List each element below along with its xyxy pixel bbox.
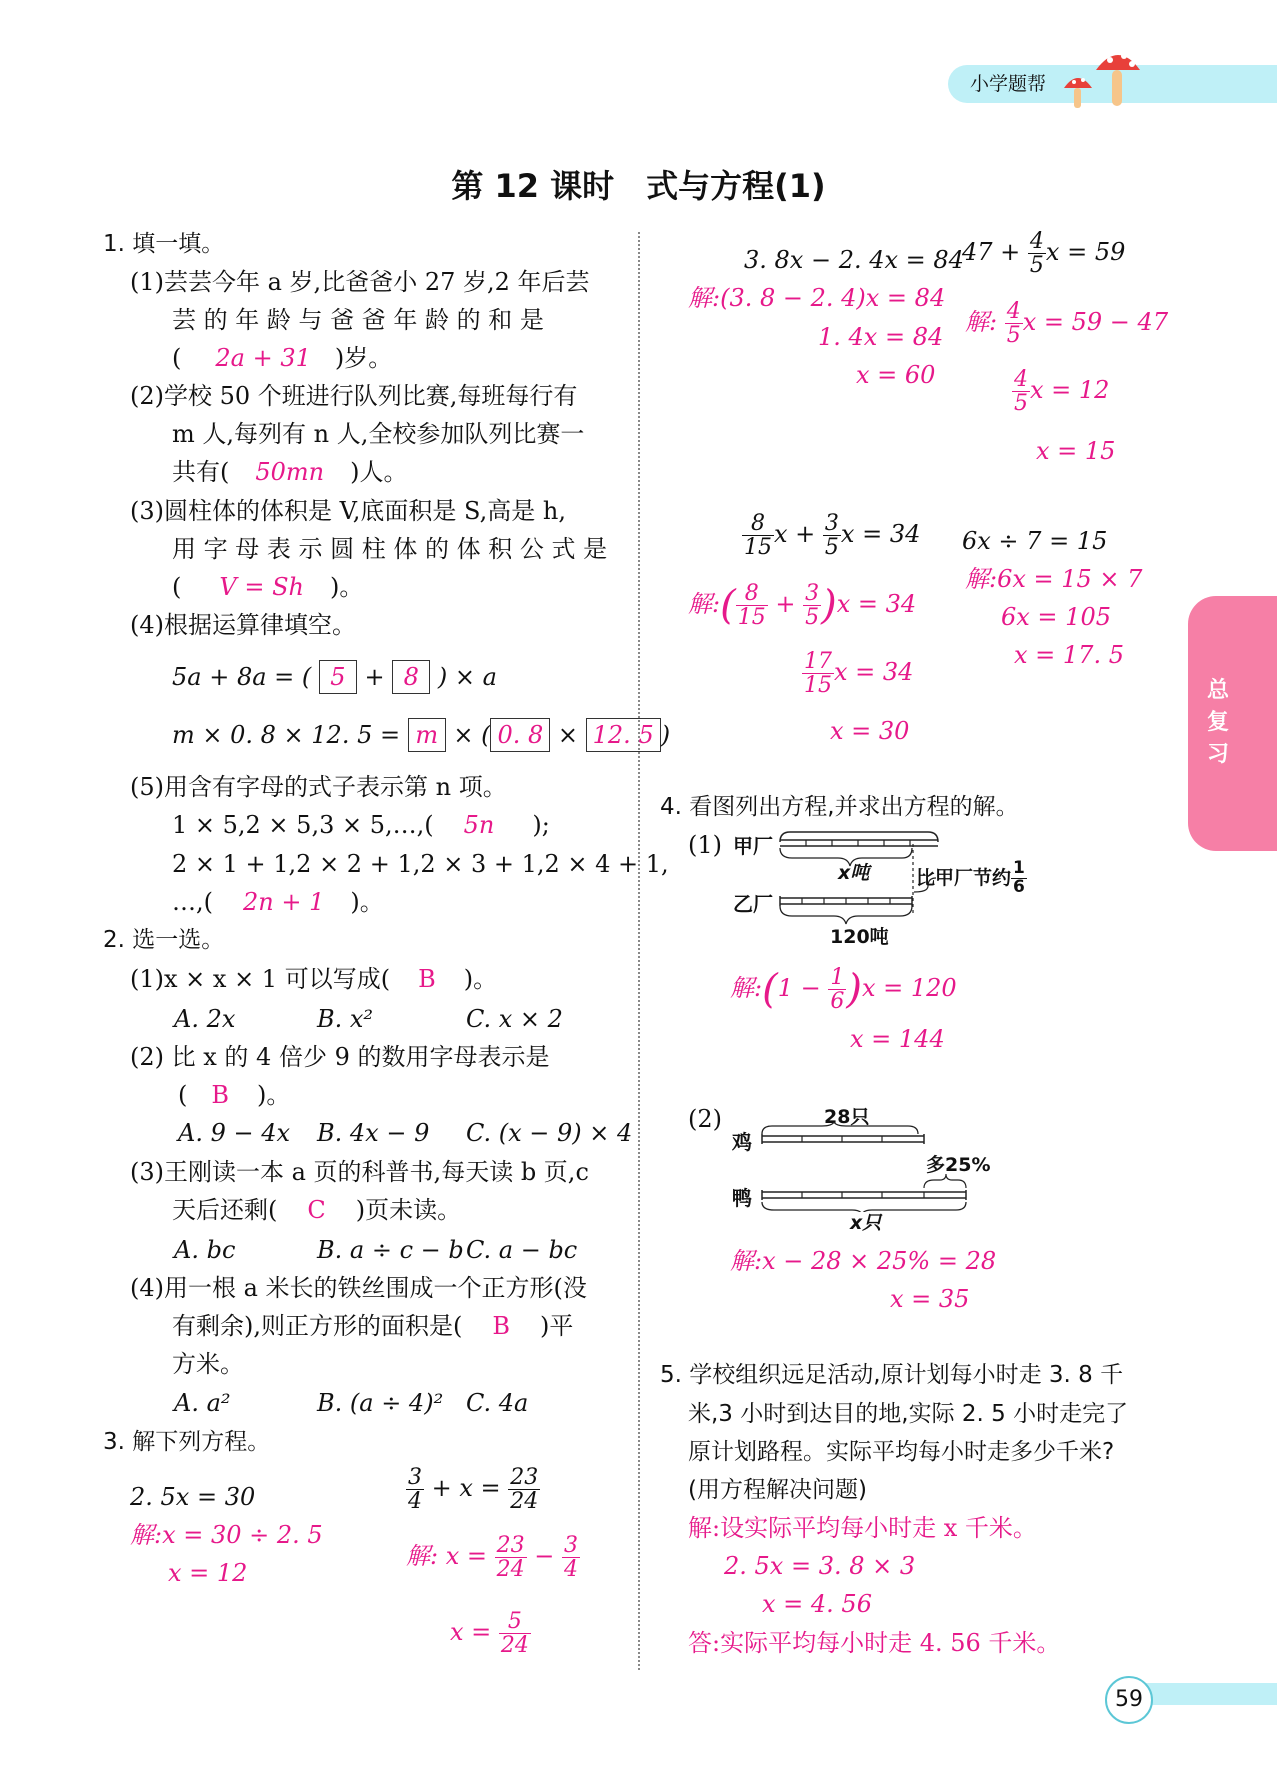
q1-p3-line3: ( V = Sh )。 xyxy=(172,573,364,601)
ya-label: 鸭 xyxy=(732,1186,752,1210)
eq6-step1: 解:6x = 15 × 7 xyxy=(965,565,1143,593)
q2-s3-opt-c: C. a − bc xyxy=(466,1236,578,1264)
q2-s2-line1: (2) 比 x 的 4 倍少 9 的数用字母表示是 xyxy=(130,1043,550,1071)
q4-s1-step1: 解:(1 − $\frac{1}{6}$ )x = 120 xyxy=(730,965,957,1015)
q2-s4-line3: 方米。 xyxy=(172,1350,244,1378)
ton-120-label: 120吨 xyxy=(830,926,889,948)
q2-s3-opt-a: A. bc xyxy=(174,1236,236,1264)
save-label: 比甲厂节约 $\frac{1}{6}$ xyxy=(916,858,1025,897)
q5-answer3: x = 4. 56 xyxy=(762,1590,872,1618)
q1-heading: 1. 填一填。 xyxy=(103,231,225,257)
q1-p4-expr2: m × 0. 8 × 12. 5 = m × ( 0. 8 × 12. 5 ) xyxy=(172,716,670,754)
eq6-step3: x = 17. 5 xyxy=(1014,641,1124,669)
q5-answer4: 答:实际平均每小时走 4. 56 千米。 xyxy=(688,1629,1061,1657)
more-25-label: 多25% xyxy=(926,1154,991,1176)
q1-p2-line2: m 人,每列有 n 人,全校参加队列比赛一 xyxy=(172,420,585,448)
x-zhi-label: x只 xyxy=(850,1212,882,1234)
eq6: 6x ÷ 7 = 15 xyxy=(962,527,1108,555)
eq2-step1: 解: x = $\frac{23}{24}$ − $\frac{3}{4}$ xyxy=(406,1533,579,1583)
eq4: 47 + $\frac{4}{5}$ x = 59 xyxy=(962,229,1126,279)
mushroom-icon xyxy=(1058,44,1148,116)
q2-s4-answer: B xyxy=(492,1312,510,1340)
q5-answer1: 解:设实际平均每小时走 x 千米。 xyxy=(688,1514,1037,1542)
q2-s4-opt-a: A. a² xyxy=(174,1389,231,1417)
q2-heading: 2. 选一选。 xyxy=(103,927,225,953)
q1-p3-answer: V = Sh xyxy=(219,573,304,601)
q2-s2-opt-a: A. 9 − 4x xyxy=(178,1119,291,1147)
eq4-step3: x = 15 xyxy=(1036,437,1116,465)
q1-p4-expr1: 5a + 8a = ( 5 + 8 ) × a xyxy=(172,658,497,696)
q2-s1-answer: B xyxy=(418,965,436,993)
q2-s1-opt-c: C. x × 2 xyxy=(466,1005,563,1033)
q1-p5-line4: …,( 2n + 1 )。 xyxy=(172,888,384,916)
q1-p5-line3: 2 × 1 + 1,2 × 2 + 1,2 × 3 + 1,2 × 4 + 1, xyxy=(172,850,669,878)
eq3-step1: 解:(3. 8 − 2. 4)x = 84 xyxy=(688,284,946,312)
eq4-step1: 解: $\frac{4}{5}$ x = 59 − 47 xyxy=(965,299,1169,349)
eq6-step2: 6x = 105 xyxy=(1001,603,1111,631)
column-divider xyxy=(638,232,640,1670)
q1-p2-line1: (2)学校 50 个班进行队列比赛,每班每行有 xyxy=(130,382,578,410)
q2-s3-opt-b: B. a ÷ c − b xyxy=(317,1236,464,1264)
q1-p3-line2: 用 字 母 表 示 圆 柱 体 的 体 积 公 式 是 xyxy=(172,535,608,563)
answer-box: 12. 5 xyxy=(586,718,661,752)
eq5: $\frac{8}{15}$ x + $\frac{3}{5}$ x = 34 xyxy=(744,511,921,561)
eq4-step2: $\frac{4}{5}$ x = 12 xyxy=(1014,367,1110,417)
q1-p1-line2: 芸 的 年 龄 与 爸 爸 年 龄 的 和 是 xyxy=(172,306,544,334)
q4-p2-label: (2) xyxy=(688,1105,722,1133)
page-title: 第 12 课时 式与方程(1) xyxy=(451,167,826,205)
answer-box: 0. 8 xyxy=(490,718,550,752)
q5-line2: 米,3 小时到达目的地,实际 2. 5 小时走完了 xyxy=(688,1401,1129,1427)
q2-s3-line2: 天后还剩( C )页未读。 xyxy=(172,1196,462,1224)
q1-p5-line2: 1 × 5,2 × 5,3 × 5,…,( 5n ); xyxy=(172,811,550,839)
q1-p5-answer2: 2n + 1 xyxy=(243,888,325,916)
footer-band xyxy=(1145,1683,1277,1705)
side-tab-label: 总复习 xyxy=(1206,678,1229,767)
q4-s1-step2: x = 144 xyxy=(850,1025,945,1053)
q5-line4: (用方程解决问题) xyxy=(688,1477,867,1503)
yi-label: 乙厂 xyxy=(733,892,773,916)
q1-p1-answer: 2a + 31 xyxy=(215,344,311,372)
brand-label: 小学题帮 xyxy=(970,73,1047,95)
x-ton-label: x吨 xyxy=(838,862,870,884)
q5-answer2: 2. 5x = 3. 8 × 3 xyxy=(724,1552,916,1580)
eq2: $\frac{3}{4}$ + x = $\frac{23}{24}$ xyxy=(408,1465,539,1515)
page-number: 59 xyxy=(1105,1676,1153,1724)
q1-p5-answer1: 5n xyxy=(463,811,495,839)
q2-s4-opt-b: B. (a ÷ 4)² xyxy=(317,1389,444,1417)
q1-p3-line1: (3)圆柱体的体积是 V,底面积是 S,高是 h, xyxy=(130,497,566,525)
q4-s2-step1: 解:x − 28 × 25% = 28 xyxy=(730,1247,997,1275)
q5-line1: 5. 学校组织远足活动,原计划每小时走 3. 8 千 xyxy=(660,1362,1124,1388)
q2-s3-line1: (3)王刚读一本 a 页的科普书,每天读 b 页,c xyxy=(130,1158,589,1186)
eq5-step3: x = 30 xyxy=(830,717,910,745)
q1-p1-line3: ( 2a + 31 )岁。 xyxy=(172,344,393,372)
q2-s3-answer: C xyxy=(307,1196,326,1224)
q2-s2-answer: B xyxy=(211,1081,230,1109)
zhi-28-label: 28只 xyxy=(824,1106,870,1128)
q2-s1-opt-b: B. x² xyxy=(317,1005,374,1033)
q4-s2-step2: x = 35 xyxy=(890,1285,970,1313)
answer-box: 5 xyxy=(319,660,357,694)
q4-p1-label: (1) xyxy=(688,831,722,859)
answer-box: 8 xyxy=(392,660,430,694)
q3-heading: 3. 解下列方程。 xyxy=(103,1429,271,1455)
q4-heading: 4. 看图列出方程,并求出方程的解。 xyxy=(660,794,1019,820)
q1-p2-answer: 50mn xyxy=(255,458,325,486)
q1-p2-line3: 共有( 50mn )人。 xyxy=(172,458,408,486)
answer-box: m xyxy=(408,718,446,752)
eq3: 3. 8x − 2. 4x = 84 xyxy=(744,246,964,274)
q2-s2-opt-b: B. 4x − 9 xyxy=(317,1119,430,1147)
eq5-step2: $\frac{17}{15}$ x = 34 xyxy=(804,649,914,699)
q1-p1-line1: (1)芸芸今年 a 岁,比爸爸小 27 岁,2 年后芸 xyxy=(130,268,590,296)
eq3-step3: x = 60 xyxy=(856,361,936,389)
q2-s1: (1)x × x × 1 可以写成( B )。 xyxy=(130,965,498,993)
q2-s4-line2: 有剩余),则正方形的面积是( B )平 xyxy=(172,1312,574,1340)
eq3-step2: 1. 4x = 84 xyxy=(818,323,944,351)
q2-s2-line2: ( B )。 xyxy=(178,1081,291,1109)
q4-p2-diagram xyxy=(760,1122,980,1212)
eq2-step2: x = $\frac{5}{24}$ xyxy=(450,1609,529,1659)
jia-label: 甲厂 xyxy=(733,834,773,858)
q5-line3: 原计划路程。实际平均每小时走多少千米? xyxy=(688,1439,1115,1465)
eq5-step1: 解:( $\frac{8}{15}$ + $\frac{3}{5}$ )x = 34 xyxy=(688,581,917,631)
ji-label: 鸡 xyxy=(732,1130,752,1154)
q2-s4-line1: (4)用一根 a 米长的铁丝围成一个正方形(没 xyxy=(130,1274,587,1302)
q1-p5-line1: (5)用含有字母的式子表示第 n 项。 xyxy=(130,773,507,801)
eq1: 2. 5x = 30 xyxy=(130,1483,256,1511)
q2-s1-opt-a: A. 2x xyxy=(174,1005,236,1033)
eq1-step1: 解:x = 30 ÷ 2. 5 xyxy=(130,1521,323,1549)
q2-s2-opt-c: C. (x − 9) × 4 xyxy=(466,1119,633,1147)
q2-s4-opt-c: C. 4a xyxy=(466,1389,529,1417)
q1-p4-line1: (4)根据运算律填空。 xyxy=(130,611,356,639)
eq1-step2: x = 12 xyxy=(168,1559,248,1587)
